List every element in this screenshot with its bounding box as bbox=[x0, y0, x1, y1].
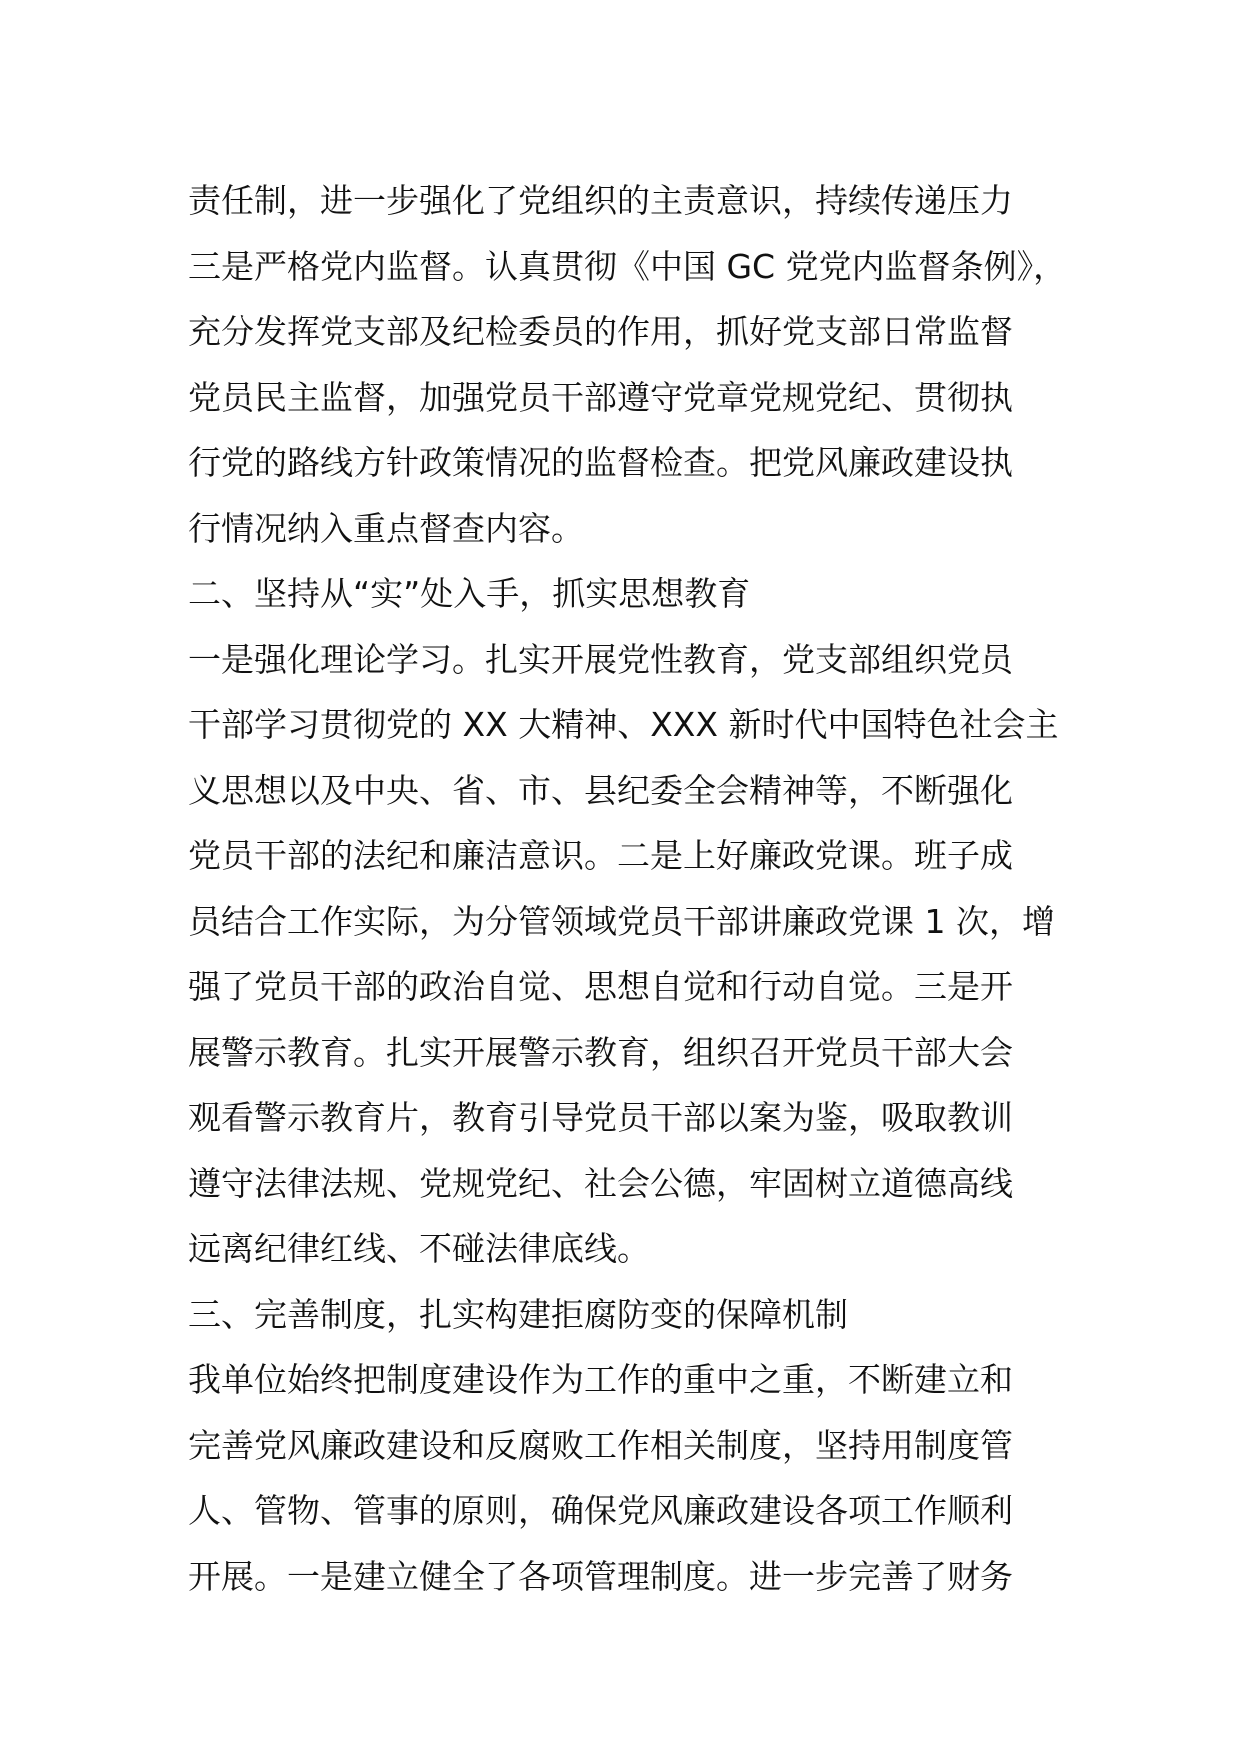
text-line: 强了党员干部的政治自觉、思想自觉和行动自觉。三是开 bbox=[188, 967, 1013, 1006]
text-line: 党员干部的法纪和廉洁意识。二是上好廉政党课。班子成 bbox=[188, 836, 1013, 875]
text-line: 员结合工作实际，为分管领域党员干部讲廉政党课 1 次，增 bbox=[188, 901, 1055, 941]
text-line: 展警示教育。扎实开展警示教育，组织召开党员干部大会 bbox=[188, 1032, 1013, 1072]
text-line: 人、管物、管事的原则，确保党风廉政建设各项工作顺利 bbox=[188, 1491, 1013, 1530]
text-line: 干部学习贯彻党的 XX 大精神、XXX 新时代中国特色社会主 bbox=[188, 705, 1059, 744]
text-line: 开展。一是建立健全了各项管理制度。进一步完善了财务 bbox=[188, 1556, 1013, 1596]
text-line: 责任制，进一步强化了党组织的主责意识，持续传递压力 bbox=[188, 181, 1013, 220]
text-line: 行情况纳入重点督查内容。 bbox=[188, 508, 584, 548]
text-line: 观看警示教育片，教育引导党员干部以案为鉴，吸取教训 bbox=[188, 1098, 1013, 1137]
text-line: 遵守法律法规、党规党纪、社会公德，牢固树立道德高线 bbox=[188, 1163, 1013, 1203]
text-line: 充分发挥党支部及纪检委员的作用，抓好党支部日常监督 bbox=[188, 312, 1013, 351]
text-line: 三是严格党内监督。认真贯彻《中国 GC 党党内监督条例》， bbox=[188, 246, 1067, 286]
text-line: 行党的路线方针政策情况的监督检查。把党风廉政建设执 bbox=[188, 443, 1013, 482]
text-line: 远离纪律红线、不碰法律底线。 bbox=[188, 1229, 650, 1268]
text-line: 义思想以及中央、省、市、县纪委全会精神等，不断强化 bbox=[188, 770, 1013, 810]
section-heading-2: 二、坚持从“实”处入手，抓实思想教育 bbox=[188, 574, 751, 613]
section-heading-3: 三、完善制度，扎实构建拒腐防变的保障机制 bbox=[188, 1294, 848, 1334]
body-text bbox=[188, 168, 1068, 1609]
text-line: 党员民主监督，加强党员干部遵守党章党规党纪、贯彻执 bbox=[188, 377, 1013, 417]
text-line: 一是强化理论学习。扎实开展党性教育，党支部组织党员 bbox=[188, 639, 1013, 679]
text-line: 我单位始终把制度建设作为工作的重中之重，不断建立和 bbox=[188, 1360, 1013, 1399]
text-line: 完善党风廉政建设和反腐败工作相关制度，坚持用制度管 bbox=[188, 1425, 1013, 1465]
